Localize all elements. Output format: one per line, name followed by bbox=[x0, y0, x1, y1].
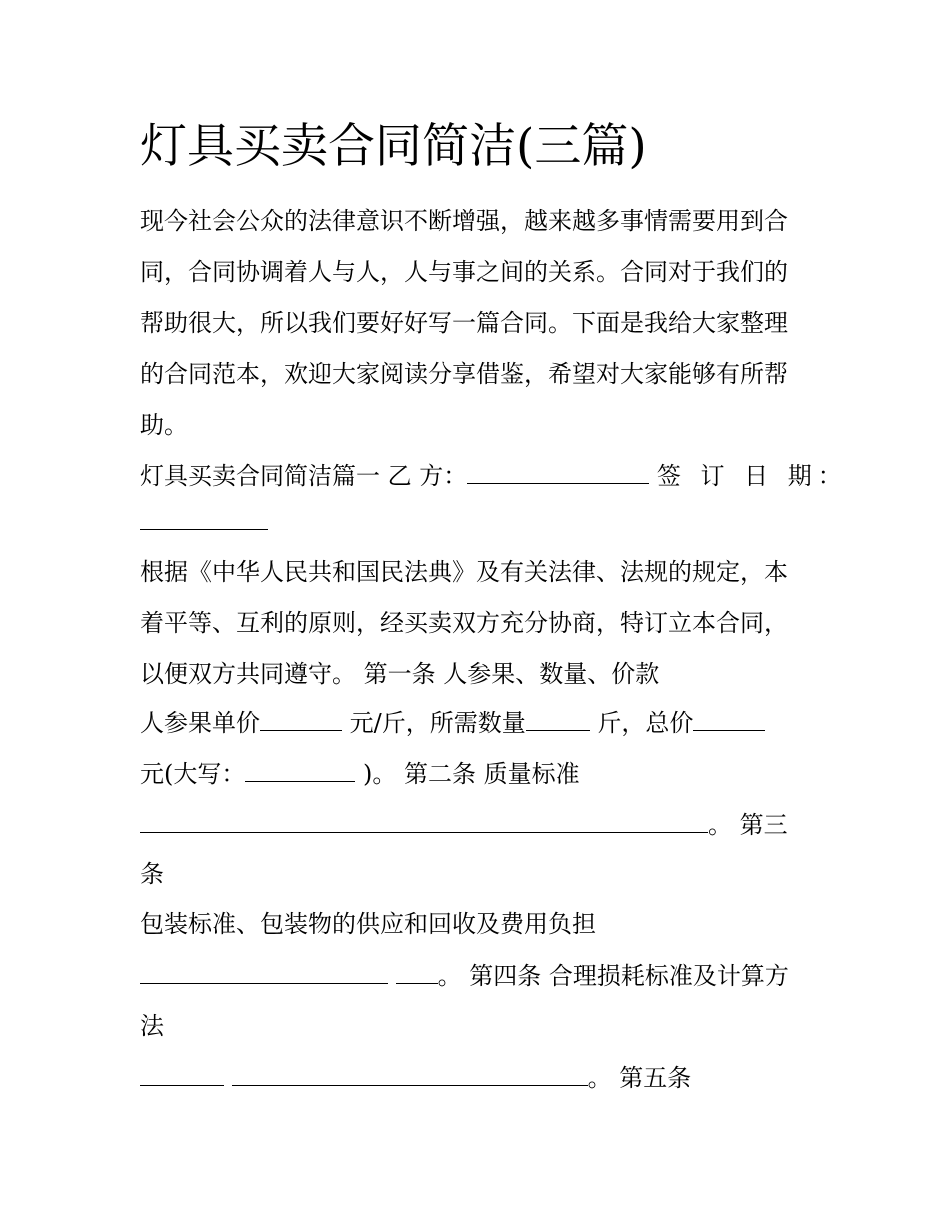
quality-standard-blank bbox=[140, 810, 708, 833]
article5-line bbox=[140, 1062, 691, 1094]
article3-char-line: 条 bbox=[140, 860, 164, 888]
price-label: 人参果单价 bbox=[140, 709, 260, 737]
section1-heading-line bbox=[140, 460, 848, 492]
total-blank bbox=[693, 708, 765, 731]
intro-line-4: 的合同范本，欢迎大家阅读分享借鉴，希望对大家能够有所帮 bbox=[140, 360, 788, 388]
loss-blank-1 bbox=[140, 1063, 224, 1086]
packaging-line: 包装标准、包装物的供应和回收及费用负担 bbox=[140, 910, 596, 938]
unit-price-blank bbox=[260, 708, 342, 731]
section1-heading: 灯具买卖合同简洁篇一 乙 方： bbox=[140, 462, 468, 490]
intro-line-1: 现今社会公众的法律意识不断增强，越来越多事情需要用到合 bbox=[140, 207, 788, 235]
sign-date-label: 签 订 日 期： bbox=[656, 462, 848, 490]
loss-blank-2 bbox=[232, 1063, 588, 1086]
body-line-1: 根据《中华人民共和国民法典》及有关法律、法规的规定，本 bbox=[140, 558, 788, 586]
quantity-blank bbox=[526, 708, 590, 731]
article4-tail: 。 第四条 合理损耗标准及计算方 bbox=[437, 962, 789, 990]
price-line bbox=[140, 707, 765, 739]
article4-char-line: 法 bbox=[140, 1012, 164, 1040]
intro-line-5: 助。 bbox=[140, 411, 188, 439]
packaging-blank-2 bbox=[396, 961, 438, 984]
article2-heading: )。 第二条 质量标准 bbox=[355, 760, 580, 788]
packaging-blank-1 bbox=[140, 961, 388, 984]
article5-tail: 。 第五条 bbox=[587, 1064, 692, 1092]
document-title: 灯具买卖合同简洁(三篇) bbox=[140, 119, 647, 174]
body-line-2: 着平等、互利的原则，经买卖双方充分协商，特订立本合同， bbox=[140, 609, 788, 637]
party-b-blank bbox=[467, 461, 649, 484]
amount-label: 元(大写： bbox=[140, 760, 246, 788]
sign-date-blank bbox=[140, 507, 268, 530]
body-line-3: 以便双方共同遵守。 第一条 人参果、数量、价款 bbox=[140, 660, 660, 688]
sign-date-blank-line bbox=[140, 506, 268, 538]
amount-words-blank bbox=[245, 759, 355, 782]
article3-tail: 。 第三 bbox=[708, 811, 788, 839]
quantity-label: 元/斤，所需数量 bbox=[342, 709, 526, 737]
intro-line-2: 同，合同协调着人与人，人与事之间的关系。合同对于我们的 bbox=[140, 258, 788, 286]
amount-line bbox=[140, 758, 580, 790]
intro-line-3: 帮助很大，所以我们要好好写一篇合同。下面是我给大家整理 bbox=[140, 309, 788, 337]
article3-line bbox=[140, 809, 788, 841]
total-label: 斤，总价 bbox=[589, 709, 694, 737]
article4-line bbox=[140, 960, 789, 992]
